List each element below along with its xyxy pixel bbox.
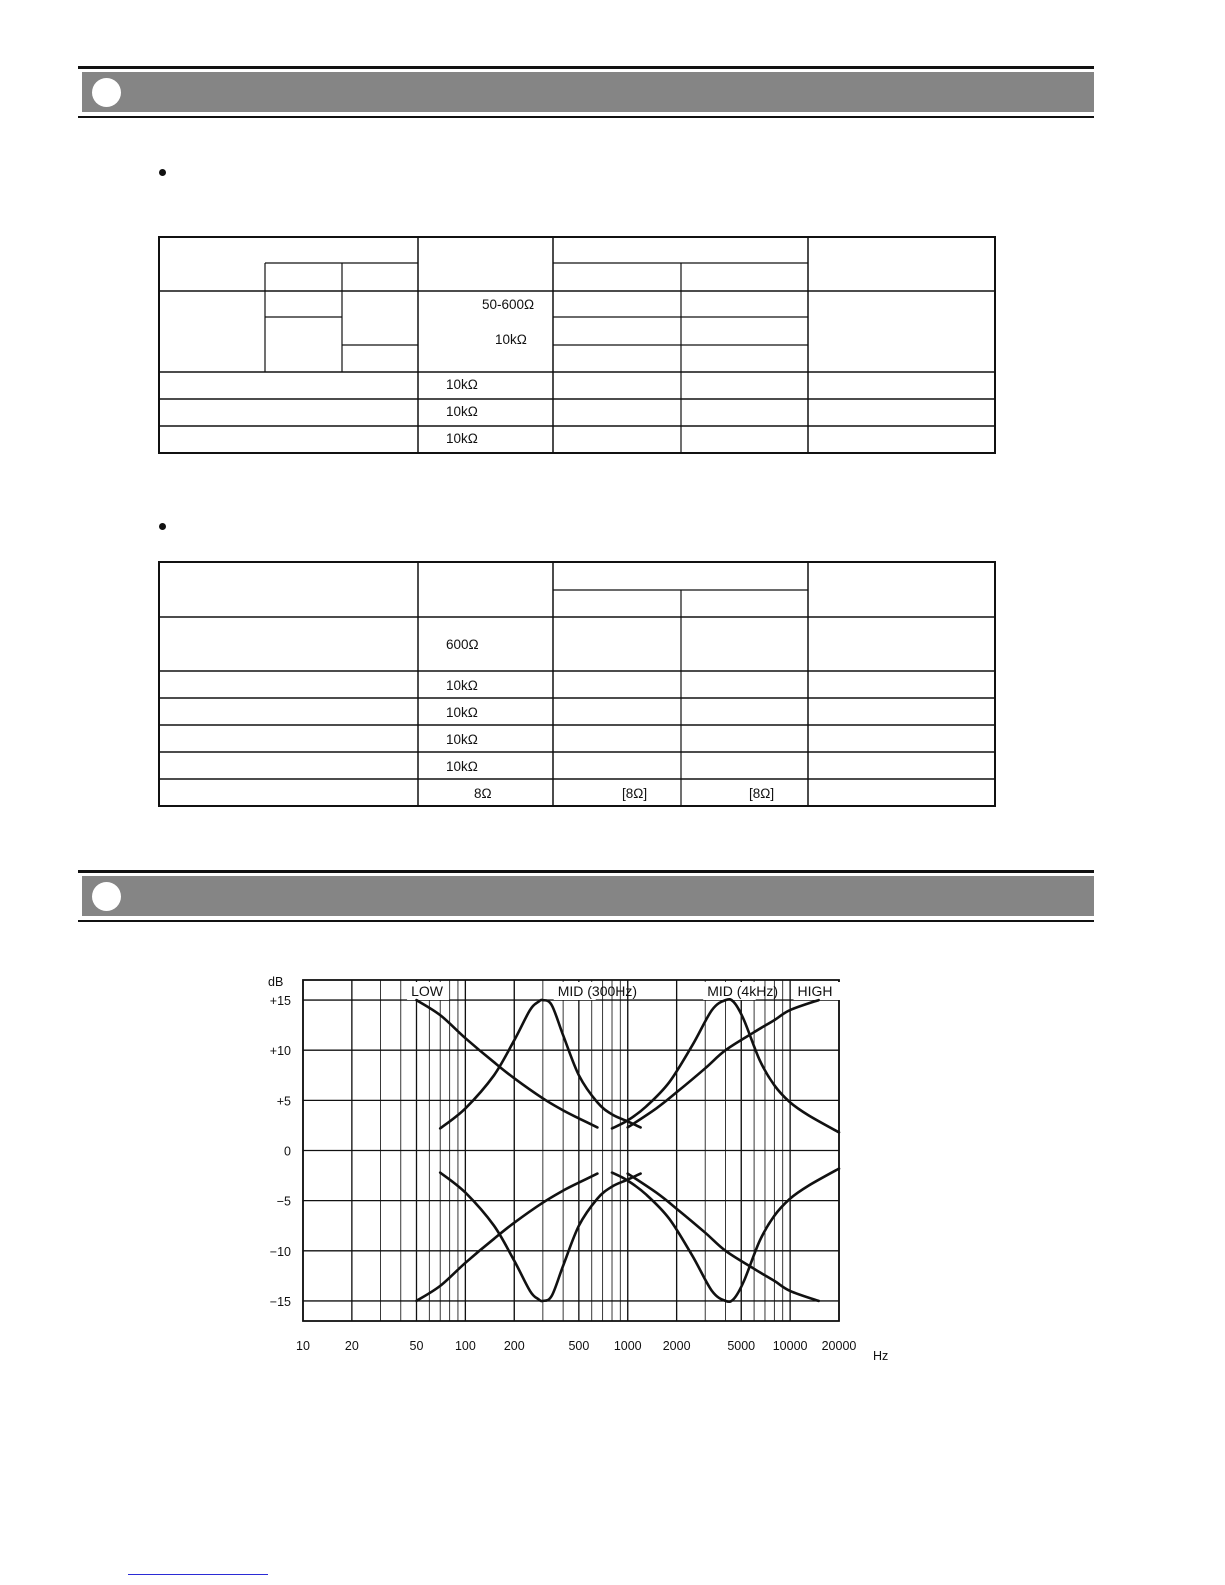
x-tick-label: 1000 [613, 1339, 642, 1353]
table1-impedance-3: 10kΩ [446, 377, 478, 392]
x-tick-label: 500 [568, 1339, 590, 1353]
table2-col2-6: [8Ω] [622, 786, 648, 801]
band-label: MID (4kHz) [707, 983, 779, 999]
table2-col3-6: [8Ω] [749, 786, 775, 801]
y-tick-label: +5 [276, 1094, 291, 1109]
y-tick-label: −15 [269, 1294, 291, 1309]
table2-impedance-2: 10kΩ [446, 678, 478, 693]
table1-impedance-1: 50-600Ω [482, 297, 535, 312]
x-tick-label: 50 [409, 1339, 424, 1353]
y-tick-label: −10 [269, 1244, 291, 1259]
table1-impedance-5: 10kΩ [446, 431, 478, 446]
x-tick-label: 20000 [821, 1339, 857, 1353]
x-tick-label: 10000 [772, 1339, 808, 1353]
eq-curve-mid-300hz--cut [440, 1173, 640, 1301]
y-tick-label: +15 [269, 994, 291, 1009]
x-axis-unit: Hz [873, 1349, 889, 1363]
table1-impedance-4: 10kΩ [446, 404, 478, 419]
y-tick-label: −5 [276, 1194, 291, 1209]
table1-impedance-2: 10kΩ [495, 332, 527, 347]
table2-impedance-5: 10kΩ [446, 759, 478, 774]
eq-curve-low-cut [417, 1174, 598, 1301]
band-label: LOW [411, 983, 443, 999]
x-tick-label: 20 [344, 1339, 359, 1353]
eq-curve-low-boost [417, 1000, 598, 1127]
y-tick-label: 0 [284, 1144, 291, 1159]
table2-impedance-4: 10kΩ [446, 732, 478, 747]
table2-impedance-1: 600Ω [446, 637, 479, 652]
eq-curve-mid-300hz--boost [440, 1000, 640, 1128]
band-label: MID (300Hz) [557, 983, 638, 999]
table2-impedance-6: 8Ω [474, 786, 492, 801]
table2-impedance-3: 10kΩ [446, 705, 478, 720]
y-axis-label: dB [268, 975, 284, 989]
footer-link-underline [128, 1574, 268, 1575]
band-label: HIGH [797, 983, 833, 999]
x-tick-label: 10 [296, 1339, 310, 1353]
x-tick-label: 5000 [727, 1339, 756, 1353]
x-tick-label: 100 [454, 1339, 476, 1353]
y-tick-label: +10 [269, 1044, 291, 1059]
x-tick-label: 2000 [662, 1339, 691, 1353]
x-tick-label: 200 [503, 1339, 525, 1353]
